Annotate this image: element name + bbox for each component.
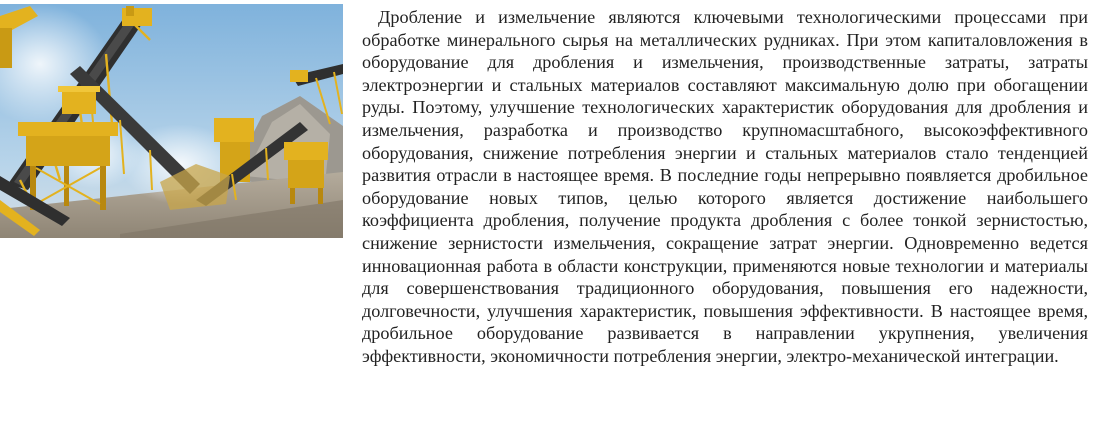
crushing-plant-photo	[0, 4, 343, 238]
article-text: Дробление и измельчение являются ключевыми технологическими процессами при обработке минерального сырья на металлических рудниках. При этом капиталовложения в оборудование для дробления и измельчения, производственные затраты, затраты электроэнергии и стальных материалов составляют максимальную долю при обогащении руды. Поэтому, улучшение технологических характеристик оборудования для дробления и измельчения, разработка и производство крупномасштабного, высокоэффективного оборудования, снижение потребления энергии и стальных материалов стало тенденцией развития отрасли в настоящее время. В последние годы непрерывно появляется дробильное оборудование новых типов, целью которого является достижение наибольшего коэффициента дробления, получение продукта дробления с более тонкой зернистостью, снижение зернистости измельчения, сокращение затрат энергии. Одновременно ведется инновационная работа в области конструкции, применяются новые технологии и материалы для совершенствования традиционного оборудования, повышения его надежности, долговечности, улучшения характеристик, повышения эффективности. В настоящее время, дробильное оборудование развивается в направлении укрупнения, увеличения эффективности, экономичности потребления энергии, электро-механической интеграции.	[362, 7, 1088, 366]
